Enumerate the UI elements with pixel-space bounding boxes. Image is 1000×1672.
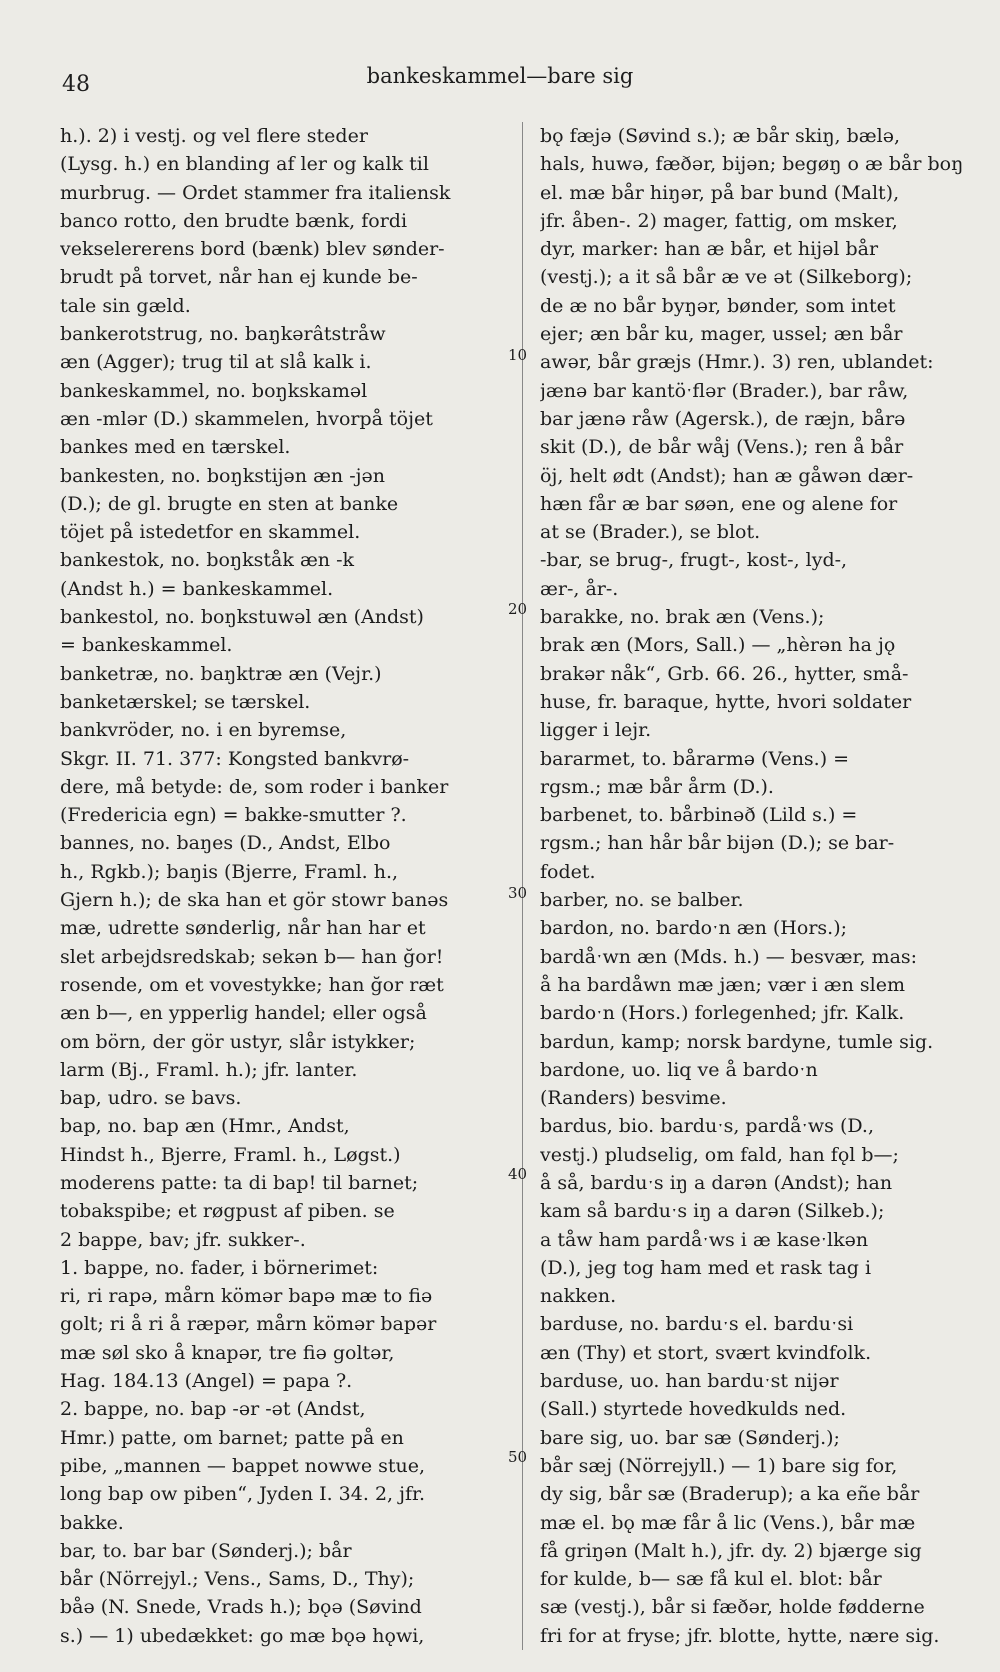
text-line: bar jænə råw (Agersk.), de ræjn, bårə <box>540 407 906 430</box>
text-line: banco rotto, den brudte bænk, fordi <box>60 209 408 232</box>
text-line: barakke, no. brak æn (Vens.); <box>540 606 825 629</box>
text-line: -bar, se brug-, frugt-, kost-, lyd-, <box>540 549 848 572</box>
text-line: bår (Nörrejyl.; Vens., Sams, D., Thy); <box>60 1568 415 1591</box>
text-line: bankeskammel, no. boŋkskaməl <box>60 379 368 402</box>
text-line: dyr, marker: han æ bår, et hijəl bår <box>540 238 879 261</box>
text-line: (Fredericia egn) = bakke-smutter ?. <box>60 804 407 827</box>
text-line: bankerotstrug, no. baŋkərâtstråw <box>60 323 386 346</box>
text-line: long bap ow piben“, Jyden I. 34. 2, jfr. <box>60 1483 426 1506</box>
text-line: bankesten, no. boŋkstijən æn -jən <box>60 464 386 487</box>
text-line: (D.), jeg tog ham med et rask tag i <box>540 1256 872 1279</box>
line-number-50: 50 <box>508 1448 528 1466</box>
text-line: æn -mlər (D.) skammelen, hvorpå töjet <box>60 407 433 430</box>
text-line: jfr. åben-. 2) mager, fattig, om msker, <box>540 209 898 232</box>
text-line: rosende, om et vovestykke; han ğor ræt <box>60 973 444 996</box>
text-line: barbenet, to. bårbinəð (Lild s.) = <box>540 804 858 827</box>
text-line: bankestok, no. boŋkståk æn -k <box>60 549 355 572</box>
text-line: fodet. <box>540 860 596 883</box>
text-line: vekselererens bord (bænk) blev sønder- <box>60 238 445 261</box>
text-line: murbrug. — Ordet stammer fra italiensk <box>60 181 451 204</box>
text-line: bankes med en tærskel. <box>60 436 291 459</box>
text-line: bap, no. bap æn (Hmr., Andst, <box>60 1115 350 1138</box>
text-line: for kulde, b— sæ få kul el. blot: bår <box>540 1568 882 1591</box>
text-line: barber, no. se balber. <box>540 889 744 912</box>
text-line: bǫ fæjə (Søvind s.); æ bår skiŋ, bælə, <box>540 125 901 147</box>
text-line: vestj.) pludselig, om fald, han fǫl b—; <box>540 1143 899 1166</box>
text-line: ri, ri rapə, mårn kömər bapə mæ to fiə <box>60 1285 433 1308</box>
text-line: ejer; æn bår ku, mager, ussel; æn bår <box>540 323 903 346</box>
line-number-10: 10 <box>508 346 528 364</box>
text-line: de æ no bår byŋər, bønder, som intet <box>540 294 896 317</box>
text-line: æn b—, en ypperlig handel; eller også <box>60 1002 427 1025</box>
text-line: golt; ri å ri å ræpər, mårn kömər bapər <box>60 1313 437 1336</box>
text-line: nakken. <box>540 1285 617 1308</box>
text-line: å så, barduˑs iŋ a darən (Andst); han <box>540 1171 893 1194</box>
text-line: fri for at fryse; jfr. blotte, hytte, nære sig. <box>540 1624 940 1647</box>
text-line: bap, udro. se bavs. <box>60 1087 242 1110</box>
text-line: (Lysg. h.) en blanding af ler og kalk til <box>60 153 429 176</box>
text-line: bankestol, no. boŋkstuwəl æn (Andst) <box>60 606 424 629</box>
text-line: rgsm.; han hår bår bijən (D.); se bar- <box>540 832 895 855</box>
text-line: ligger i lejr. <box>540 719 652 742</box>
text-line: bar, to. bar bar (Sønderj.); bår <box>60 1539 352 1562</box>
text-line: jænə bar kantöˑflər (Brader.), bar råw, <box>540 379 909 402</box>
text-line: om börn, der gör ustyr, slår istykker; <box>60 1030 416 1053</box>
text-line: båə (N. Snede, Vrads h.); bǫə (Søvind <box>60 1596 422 1619</box>
text-line: bararmet, to. bårarmə (Vens.) = <box>540 747 850 770</box>
text-line: (vestj.); a it så bår æ ve ət (Silkeborg); <box>540 266 913 289</box>
text-line: æn (Agger); trug til at slå kalk i. <box>60 351 372 374</box>
text-line: = bankeskammel. <box>60 634 233 657</box>
text-line: öj, helt ødt (Andst); han æ gåwən dær- <box>540 464 914 487</box>
text-line: h.). 2) i vestj. og vel flere steder <box>60 125 368 147</box>
text-line: bakke. <box>60 1511 124 1534</box>
text-line: s.) — 1) ubedækket: go mæ bǫə hǫwi, <box>60 1624 425 1647</box>
text-line: barduse, no. barduˑs el. barduˑsi <box>540 1313 854 1336</box>
page-number: 48 <box>62 72 90 97</box>
text-line: få griŋən (Malt h.), jfr. dy. 2) bjærge sig <box>540 1539 922 1562</box>
text-line: mæ el. bǫ mæ får å lic (Vens.), bår mæ <box>540 1511 916 1534</box>
text-line: æn (Thy) et stort, svært kvindfolk. <box>540 1341 872 1364</box>
text-line: hals, huwə, fæðər, bijən; begøŋ o æ bår boŋ <box>540 153 964 176</box>
text-line: moderens patte: ta di bap! til barnet; <box>60 1171 419 1194</box>
text-line: sæ (vestj.), bår si fæðər, holde fødderne <box>540 1596 925 1619</box>
text-line: Gjern h.); de ska han et gör stowr banəs <box>60 889 449 912</box>
text-line: bardus, bio. barduˑs, pardåˑws (D., <box>540 1115 874 1138</box>
left-column <box>60 122 500 1650</box>
text-line: bare sig, uo. bar sæ (Sønderj.); <box>540 1426 840 1449</box>
text-line: mæ, udrette sønderlig, når han har et <box>60 917 426 940</box>
text-line: dere, må betyde: de, som roder i banker <box>60 775 449 798</box>
line-number-40: 40 <box>508 1165 528 1183</box>
text-line: töjet på istedetfor en skammel. <box>60 521 361 544</box>
text-line: awər, bår græjs (Hmr.). 3) ren, ublandet: <box>540 351 934 374</box>
text-line: bardoˑn (Hors.) forlegenhed; jfr. Kalk. <box>540 1002 905 1025</box>
line-number-20: 20 <box>508 600 528 618</box>
text-line: larm (Bj., Framl. h.); jfr. lanter. <box>60 1058 358 1081</box>
text-line: bardåˑwn æn (Mds. h.) — besvær, mas: <box>540 945 918 968</box>
text-line: dy sig, bår sæ (Braderup); a ka eñe bår <box>540 1483 920 1506</box>
text-line: bardone, uo. liq ve å bardoˑn <box>540 1058 818 1081</box>
text-line: skit (D.), de bår wåj (Vens.); ren å bår <box>540 436 904 459</box>
text-line: banketræ, no. baŋktræ æn (Vejr.) <box>60 662 382 685</box>
text-line: å ha bardåwn mæ jæn; vær i æn slem <box>540 973 905 996</box>
text-line: banketærskel; se tærskel. <box>60 690 311 713</box>
text-line: tale sin gæld. <box>60 294 191 317</box>
text-line: el. mæ bår hiŋər, på bar bund (Malt), <box>540 181 900 204</box>
text-line: pibe, „mannen — bappet nowwe stue, <box>60 1454 426 1477</box>
text-line: at se (Brader.), se blot. <box>540 521 761 544</box>
text-line: bannes, no. baŋes (D., Andst, Elbo <box>60 832 391 855</box>
text-line: bår sæj (Nörrejyll.) — 1) bare sig for, <box>540 1454 898 1477</box>
text-line: Hmr.) patte, om barnet; patte på en <box>60 1426 404 1449</box>
text-line: Hag. 184.13 (Angel) = papa ?. <box>60 1370 353 1393</box>
line-number-30: 30 <box>508 884 528 902</box>
text-line: 2 bappe, bav; jfr. sukker-. <box>60 1228 306 1251</box>
text-line: rgsm.; mæ bår årm (D.). <box>540 775 774 798</box>
text-line: tobakspibe; et røgpust af piben. se <box>60 1200 395 1223</box>
text-line: a tåw ham pardåˑws i æ kaseˑlkən <box>540 1228 869 1251</box>
text-line: brak æn (Mors, Sall.) — „hèrən ha jǫ <box>540 634 896 657</box>
text-line: mæ søl sko å knapər, tre fiə goltər, <box>60 1341 395 1364</box>
running-head: bankeskammel—bare sig <box>366 64 634 88</box>
text-line: kam så barduˑs iŋ a darən (Silkeb.); <box>540 1200 885 1223</box>
text-line: (D.); de gl. brugte en sten at banke <box>60 492 399 515</box>
text-line: 1. bappe, no. fader, i börnerimet: <box>60 1256 379 1279</box>
text-line: brudt på torvet, når han ej kunde be- <box>60 266 418 289</box>
text-line: barduse, uo. han barduˑst nijər <box>540 1370 839 1393</box>
text-line: ær-, år-. <box>540 577 619 600</box>
text-line: Hindst h., Bjerre, Framl. h., Løgst.) <box>60 1143 401 1166</box>
text-line: bardon, no. bardoˑn æn (Hors.); <box>540 917 848 940</box>
text-line: bankvröder, no. i en byremse, <box>60 719 347 742</box>
right-column <box>540 122 980 1650</box>
text-line: hæn får æ bar søən, ene og alene for <box>540 492 898 515</box>
text-line: Skgr. II. 71. 377: Kongsted bankvrø- <box>60 747 410 770</box>
text-line: slet arbejdsredskab; sekən b— han ğor! <box>60 945 444 968</box>
text-line: h., Rgkb.); baŋis (Bjerre, Framl. h., <box>60 860 399 883</box>
text-line: (Andst h.) = bankeskammel. <box>60 577 334 600</box>
text-line: bardun, kamp; norsk bardyne, tumle sig. <box>540 1030 934 1053</box>
text-line: 2. bappe, no. bap -ər -ət (Andst, <box>60 1398 366 1421</box>
text-line: brakər nåk“, Grb. 66. 26., hytter, små- <box>540 662 909 685</box>
text-line: (Sall.) styrtede hovedkulds ned. <box>540 1398 847 1421</box>
text-line: huse, fr. baraque, hytte, hvori soldater <box>540 690 912 713</box>
text-line: (Randers) besvime. <box>540 1087 727 1110</box>
